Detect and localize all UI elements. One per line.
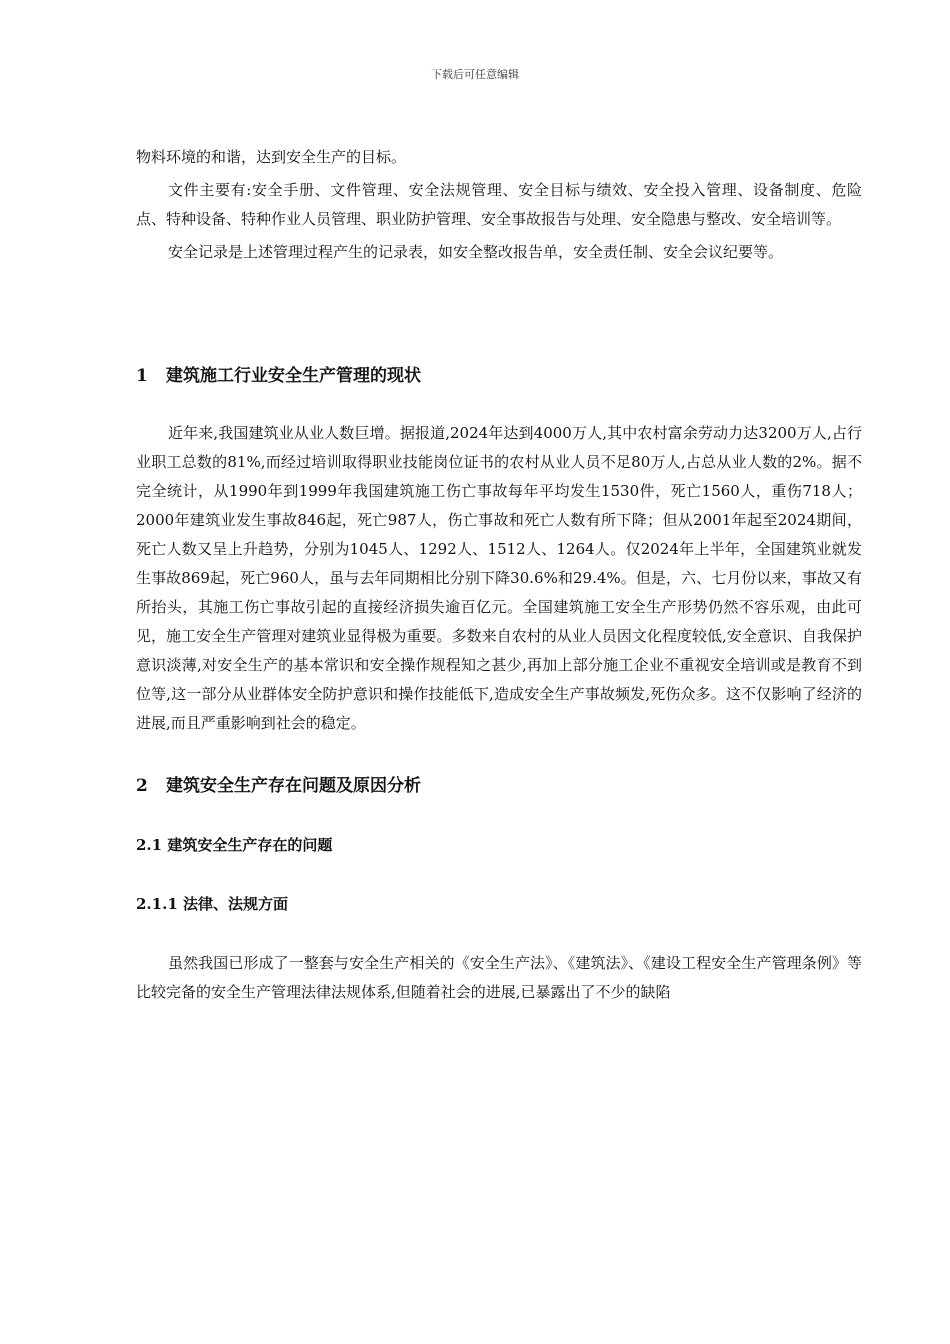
section-2-1-1-body: 虽然我国已形成了一整套与安全生产相关的《安全生产法》、《建筑法》、《建设工程安全生产管理条例》等比较完备的安全生产管理法律法规体系,但随着社会的进展,已暴露出了不少的缺陷: [136, 954, 862, 1001]
section-2-1-1-heading: 2.1.1 法律、法规方面: [136, 895, 288, 913]
page-header: 下载后可任意编辑: [431, 68, 519, 81]
section-1-title: 建筑施工行业安全生产管理的现状: [166, 366, 421, 386]
section-1-number: 1: [136, 366, 148, 386]
section-2-heading: [136, 772, 862, 801]
section-2-title: 建筑安全生产存在问题及原因分析: [166, 776, 421, 796]
section-1-body: 近年来,我国建筑业从业人数巨增。据报道,2024年达到4000万人,其中农村富余劳动力达3200万人,占行业职工总数的81%,而经过培训取得职业技能岗位证书的农村从业人员不足80万人,占总从业人数的2%。据不完全统计，从1990年到1999年我国建筑施工伤亡事故每年平均发生1530件，死亡1560人，重伤718人；2000年建筑业发生事故846起，死亡987人，伤亡事故和死亡人数有所下降；但从2001年起至2024期间，死亡人数又呈上升趋势，分别为1045人、1292人、1512人、1264人。仅2024年上半年，全国建筑业就发生事故869起，死亡960人，虽与去年同期相比分别下降30.6%和29.4%。但是，六、七月份以来，事故又有所抬头，其施工伤亡事故引起的直接经济损失逾百亿元。全国建筑施工安全生产形势仍然不容乐观，由此可见，施工安全生产管理对建筑业显得极为重要。多数来自农村的从业人员因文化程度较低,安全意识、自我保护意识淡薄,对安全生产的基本常识和安全操作规程知之甚少,再加上部分施工企业不重视安全培训或是教育不到位等,这一部分从业群体安全防护意识和操作技能低下,造成安全生产事故频发,死伤众多。这不仅影响了经济的进展,而且严重影响到社会的稳定。: [136, 424, 862, 732]
section-2-number: 2: [136, 776, 148, 796]
intro-paragraph-1: 物料环境的和谐，达到安全生产的目标。: [136, 148, 407, 166]
section-1-heading: [136, 362, 862, 391]
section-2-1-heading: 2.1 建筑安全生产存在的问题: [136, 836, 333, 854]
intro-paragraph-2: 文件主要有:安全手册、文件管理、安全法规管理、安全目标与绩效、安全投入管理、设备制度、危险点、特种设备、特种作业人员管理、职业防护管理、安全事故报告与处理、安全隐患与整改、安全培训等。: [136, 181, 862, 228]
page-content: [136, 143, 862, 1007]
intro-paragraph-3: 安全记录是上述管理过程产生的记录表，如安全整改报告单，安全责任制、安全会议纪要等。: [168, 243, 784, 261]
